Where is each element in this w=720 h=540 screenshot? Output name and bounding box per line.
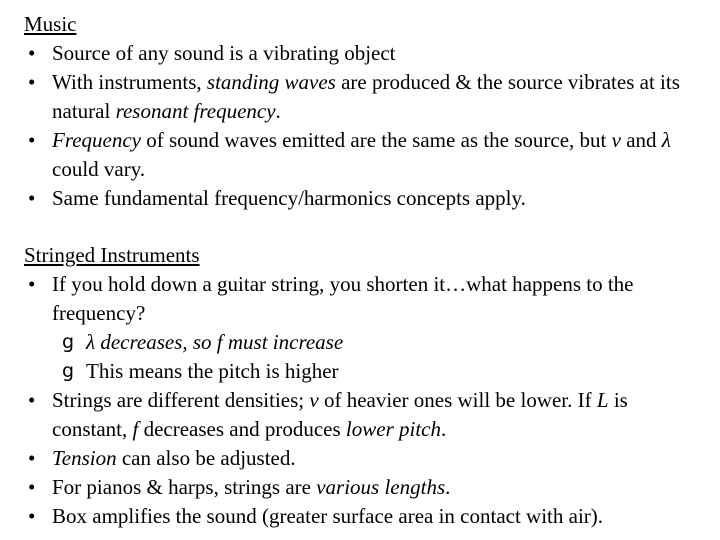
bullet-text: could vary. [52,157,146,181]
bullet-text: Source of any sound is a vibrating object [52,41,396,65]
music-bullet-2 [24,68,704,126]
strings-bullet-3 [24,444,704,473]
bullet-text: Same fundamental frequency/harmonics concepts apply. [52,186,526,210]
bullet-icon: • [28,41,36,65]
strings-section [24,241,704,531]
bullet-icon: • [28,504,36,528]
music-section [24,10,704,213]
sub-bullet-text: This means the pitch is higher [86,359,339,383]
bullet-text: of sound waves emitted are the same as the source, but [141,128,612,152]
emphasis-tension: Tension [52,446,117,470]
strings-bullet-5 [24,502,704,531]
bullet-icon: • [28,186,36,210]
emphasis-L: L [596,388,609,412]
bullet-text: For pianos & harps, strings are [52,475,317,499]
bullet-text: decreases and produces [138,417,346,441]
bullet-text: With instruments, [52,70,207,94]
emphasis-v: v [309,388,319,412]
bullet-text: . [440,417,447,441]
arrow-icon: g [62,360,75,382]
bullet-text: . [445,475,451,499]
music-bullet-3 [24,126,704,184]
strings-bullet-4 [24,473,704,502]
bullet-icon: • [28,446,36,470]
strings-sub-bullet-2 [24,357,704,386]
strings-heading: Stringed Instruments [24,243,200,267]
bullet-text: Box amplifies the sound (greater surface area in contact with air). [52,504,604,528]
bullet-text: is constant, [52,388,628,441]
emphasis-lower-pitch: lower pitch [345,417,441,441]
bullet-text: and [620,128,662,152]
bullet-icon: • [28,128,36,152]
bullet-text: of heavier ones will be lower. If [318,388,597,412]
music-heading: Music [24,12,77,36]
music-bullet-list [24,39,704,213]
music-bullet-1 [24,39,704,68]
sub-bullet-text: λ decreases, so f must increase [86,330,344,354]
bullet-icon: • [28,388,36,412]
strings-bullet-1 [24,270,704,328]
strings-bullet-list [24,270,704,531]
emphasis-f: f [132,417,139,441]
strings-bullet-2 [24,386,704,444]
bullet-text: are produced & the source vibrates at its natural [52,70,680,123]
emphasis-various-lengths: various lengths [316,475,446,499]
bullet-icon: • [28,272,36,296]
bullet-text: . [275,99,281,123]
emphasis-standing-waves: standing waves [206,70,336,94]
bullet-icon: • [28,475,36,499]
arrow-icon: g [62,331,75,353]
emphasis-lambda: λ [661,128,671,152]
emphasis-frequency: Frequency [52,128,142,152]
bullet-text: If you hold down a guitar string, you shorten it…what happens to the frequency? [52,272,634,325]
bullet-text: can also be adjusted. [116,446,296,470]
bullet-text: Strings are different densities; [52,388,310,412]
bullet-icon: • [28,70,36,94]
emphasis-resonant-frequency: resonant frequency [115,99,276,123]
strings-sub-bullet-1 [24,328,704,357]
emphasis-v: v [611,128,621,152]
music-bullet-4 [24,184,704,213]
